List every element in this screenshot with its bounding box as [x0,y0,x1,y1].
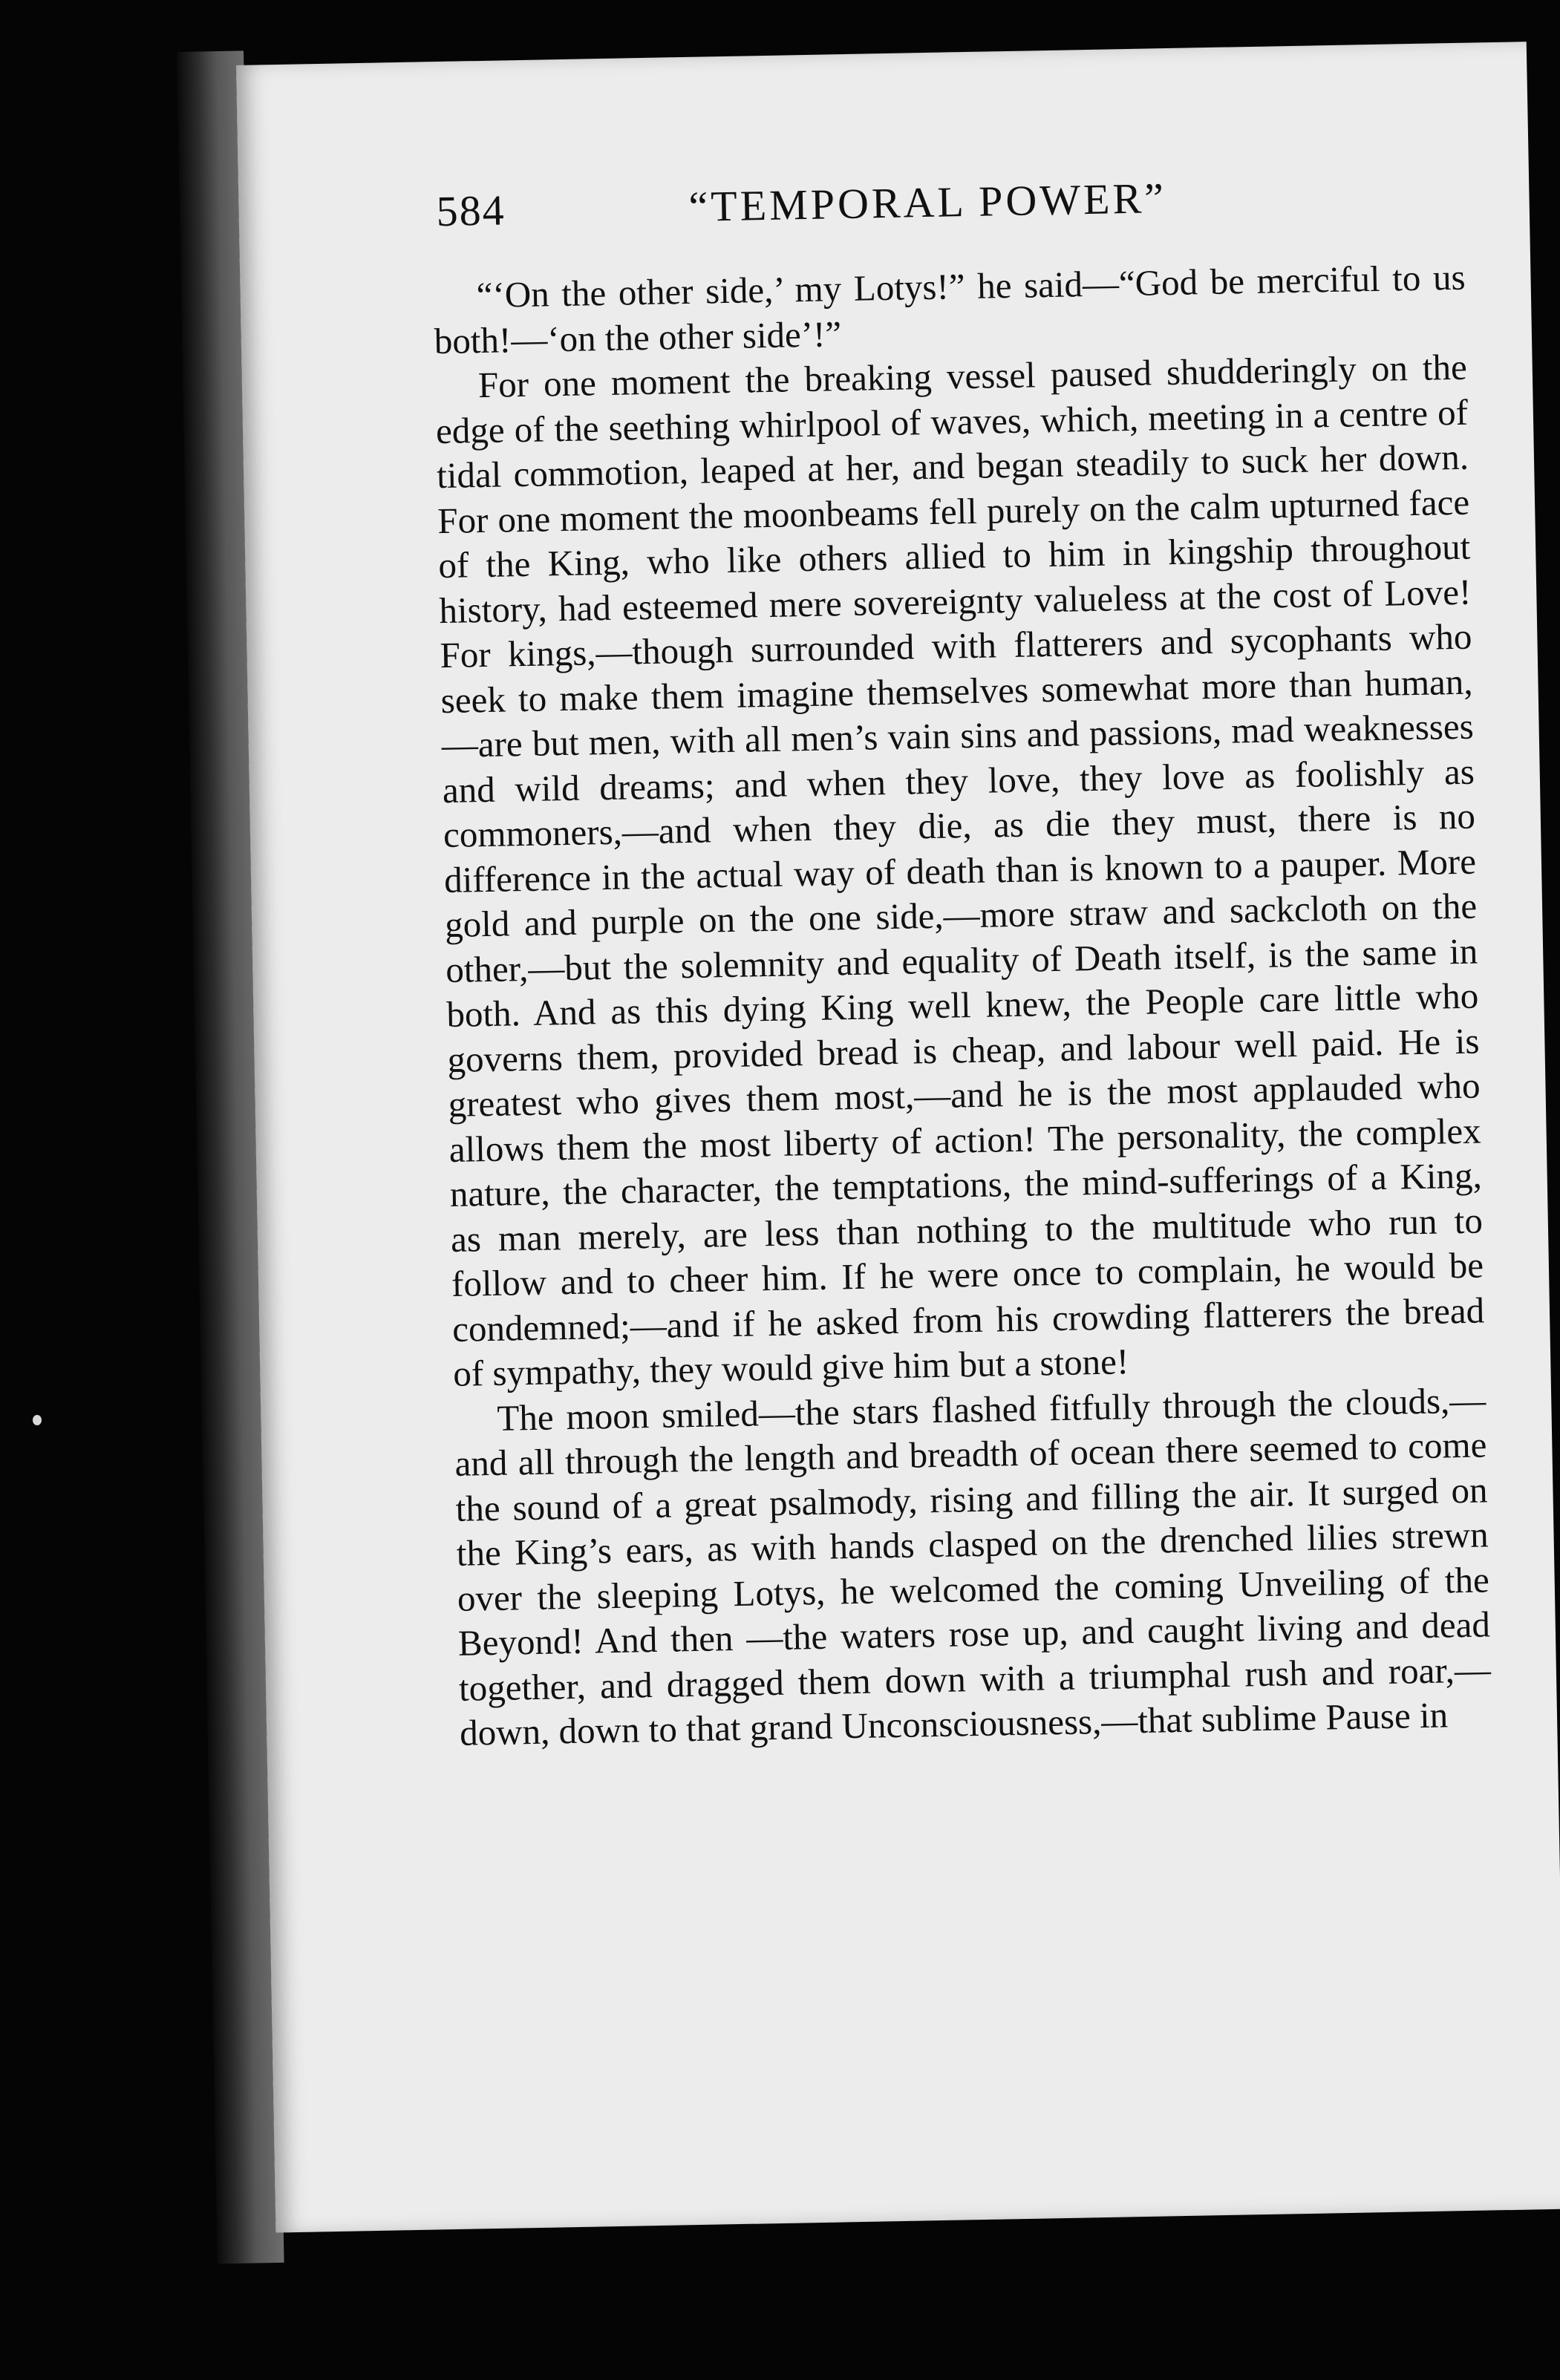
paragraph: The moon smiled—the stars flashed fitfully through the clouds,—and all through the length and breadth of ocean there seemed to come the sound of a great psalmody, rising and filling the air. It surged on the King’s ears, as with hands clasped on the drenched lilies strewn over the sleeping Lotys, he welcomed the coming Unveiling of the Beyond! And then —the waters rose up, and caught living and dead together, and dragged them down with a triumphal rush and roar,—down, down to that grand Unconsciousness,—that sublime Pause in [454,1379,1492,1753]
body-text [433,255,1492,1756]
book-page [236,42,1560,2232]
scan-dust-speck [33,1415,42,1425]
paragraph: “‘On the other side,’ my Lotys!” he said—“God be merciful to us both!—‘on the other side’!” [434,256,1466,362]
page-number: 584 [436,186,506,236]
page-header [436,173,1179,253]
paragraph: For one moment the breaking vessel paused shudderingly on the edge of the seething whirlpool of waves, which, meeting in a centre of tidal commotion, leaped at her, and began steadily to suck her down. For one moment the moonbeams fell purely on the calm upturned face of the King, who like others allied to him in kingship throughout history, had esteemed mere sovereignty valueless at the cost of Love! For kings,—though surrounded with flatterers and sycophants who seek to make them imagine themselves somewhat more than human,—are but men, with all men’s vain sins and passions, mad weaknesses and wild dreams; and when they love, they love as foolishly as commoners,—and when they die, as die they must, there is no difference in the actual way of death than is known to a pauper. More gold and purple on the one side,—more straw and sackcloth on the other,—but the solemnity and equality of Death itself, is the same in both. And as this dying King well knew, the People care little who governs them, provided bread is cheap, and labour well paid. He is greatest who gives them most,—and he is the most applauded who allows them the most liberty of action! The personality, the complex nature, the character, the temptations, the mind-sufferings of a King, as man merely, are less than nothing to the multitude who run to follow and to cheer him. If he were once to complain, he would be condemned;—and if he asked from his crowding flatterers the bread of sympathy, they would give him but a stone! [435,346,1485,1394]
running-head: “TEMPORAL POWER” [688,174,1167,231]
